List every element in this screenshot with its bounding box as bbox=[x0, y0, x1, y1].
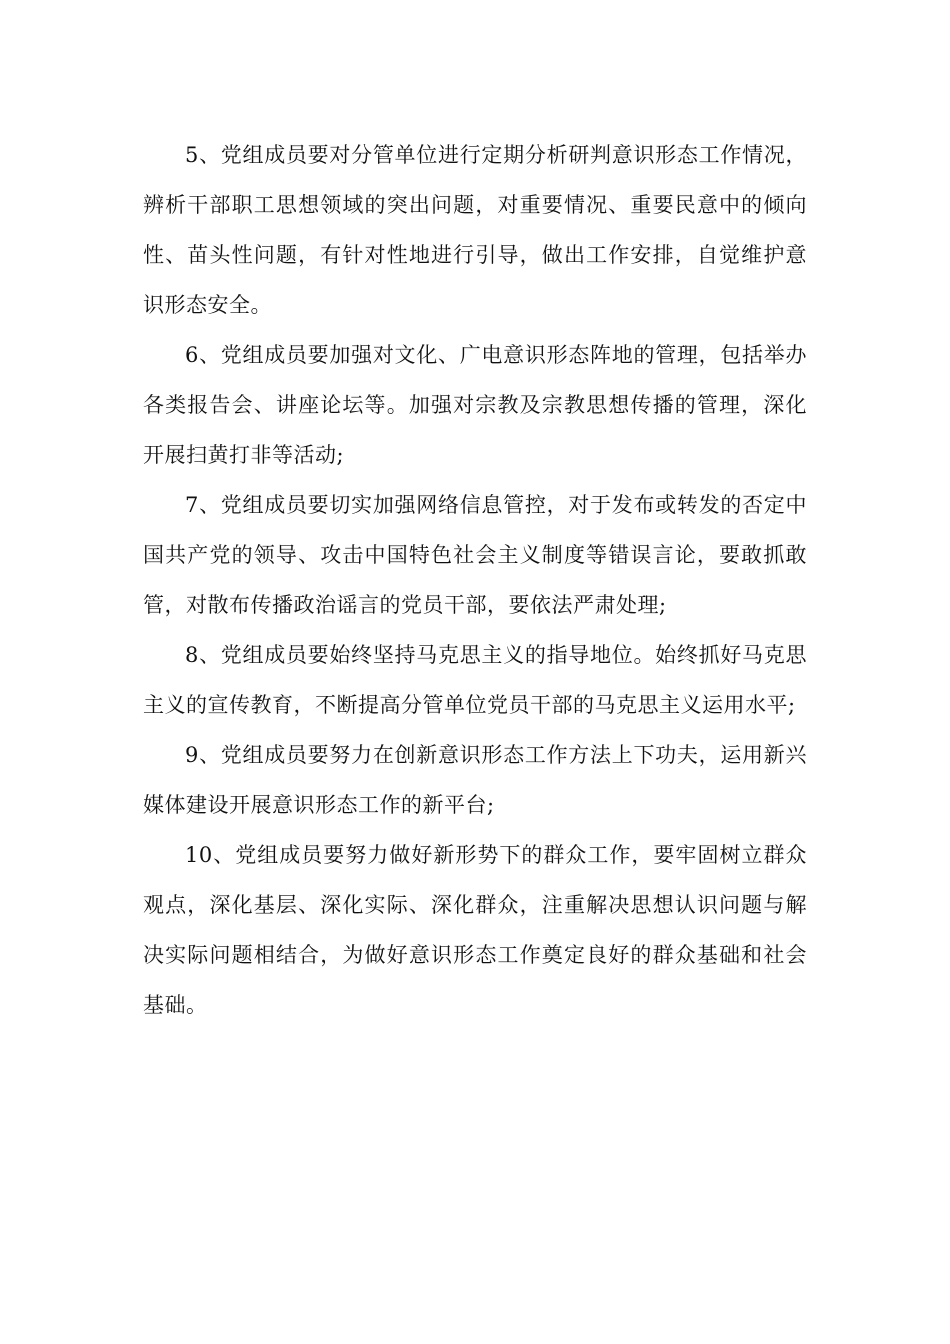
paragraph-item-9: 9、党组成员要努力在创新意识形态工作方法上下功夫，运用新兴媒体建设开展意识形态工作的新平台; bbox=[143, 743, 807, 817]
paragraph-item-6: 6、党组成员要加强对文化、广电意识形态阵地的管理，包括举办各类报告会、讲座论坛等。加强对宗教及宗教思想传播的管理，深化开展扫黄打非等活动; bbox=[143, 343, 807, 467]
paragraph-item-10: 10、党组成员要努力做好新形势下的群众工作，要牢固树立群众观点，深化基层、深化实际、深化群众，注重解决思想认识问题与解决实际问题相结合，为做好意识形态工作奠定良好的群众基础和社会基础。 bbox=[143, 843, 807, 1017]
paragraph-item-5: 5、党组成员要对分管单位进行定期分析研判意识形态工作情况，辨析干部职工思想领域的突出问题，对重要情况、重要民意中的倾向性、苗头性问题，有针对性地进行引导，做出工作安排，自觉维护意识形态安全。 bbox=[143, 143, 807, 317]
document-body bbox=[143, 130, 807, 1030]
paragraph-item-8: 8、党组成员要始终坚持马克思主义的指导地位。始终抓好马克思主义的宣传教育，不断提高分管单位党员干部的马克思主义运用水平; bbox=[143, 643, 807, 717]
paragraph-item-7: 7、党组成员要切实加强网络信息管控，对于发布或转发的否定中国共产党的领导、攻击中国特色社会主义制度等错误言论，要敢抓敢管，对散布传播政治谣言的党员干部，要依法严肃处理; bbox=[143, 493, 807, 617]
